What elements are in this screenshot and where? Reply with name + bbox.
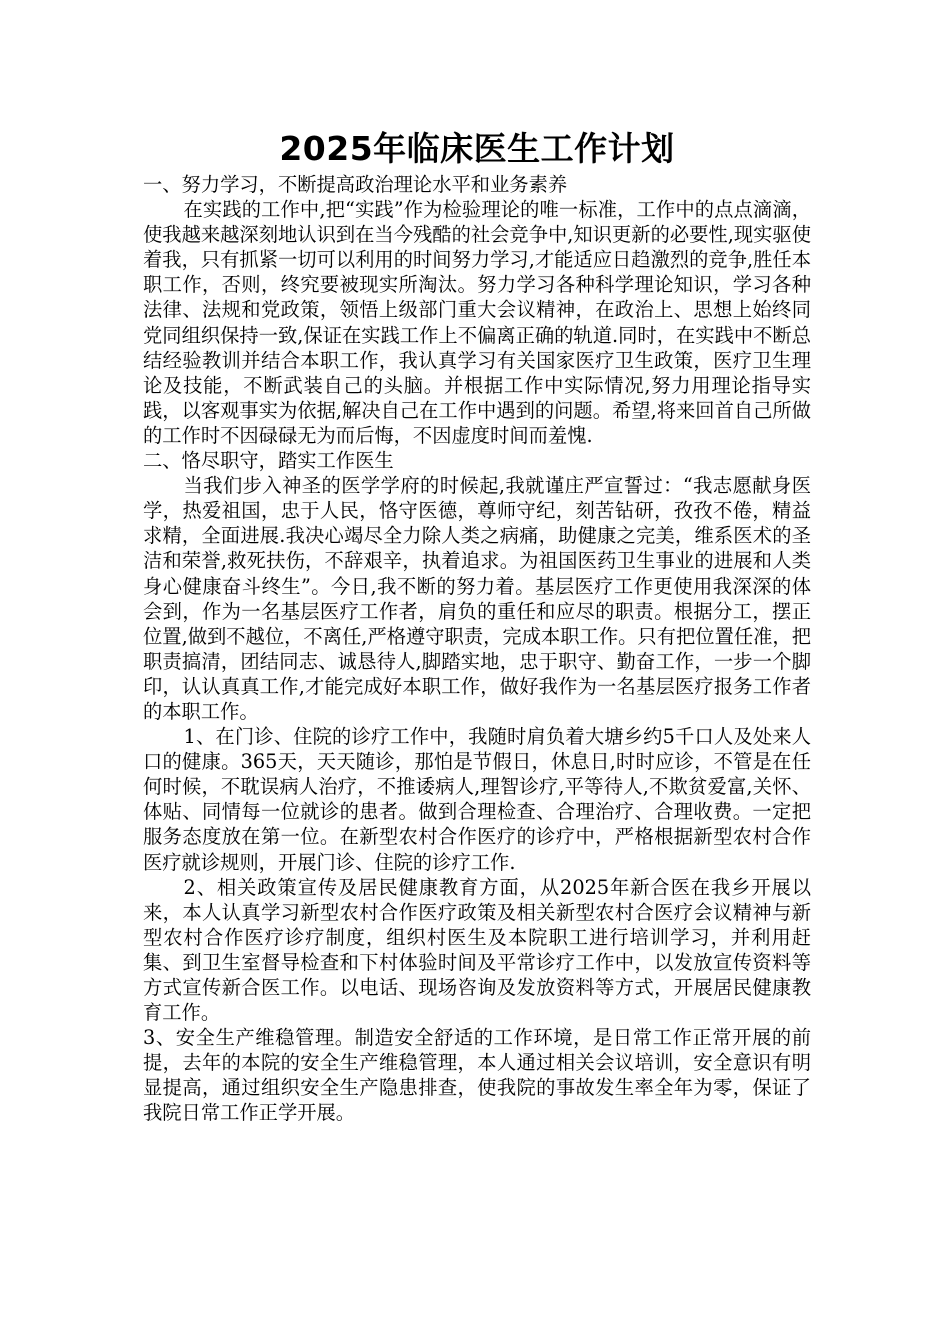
section-2-item-2: 2、相关政策宣传及居民健康教育方面，从2025年新合医在我乡开展以来，本人认真学习新型农村合作医疗政策及相关新型农村合医疗会议精神与新型农村合作医疗诊疗制度，组织村医生及本院职工进行培训学习，并利用赶集、到卫生室督导检查和下村体验时间及平常诊疗工作中，以发放宣传资料等方式宣传新合医工作。以电话、现场咨询及发放资料等方式，开展居民健康教育工作。	[143, 875, 811, 1025]
section-2-paragraph-1: 当我们步入神圣的医学学府的时候起,我就谨庄严宣誓过：“我志愿献身医学，热爱祖国，忠于人民，恪守医德，尊师守纪，刻苦钻研，孜孜不倦，精益求精，全面进展.我决心竭尽全力除人类之病痛，助健康之完美，维系医术的圣洁和荣誉,救死扶伤，不辞艰辛，执着追求。为祖国医药卫生事业的进展和人类身心健康奋斗终生”。今日,我不断的努力着。基层医疗工作更使用我深深的体会到，作为一名基层医疗工作者，肩负的重任和应尽的职责。根据分工，摆正位置,做到不越位，不离任,严格遵守职责，完成本职工作。只有把位置任准，把职责搞清，团结同志、诚恳待人,脚踏实地，忠于职守、勤奋工作，一步一个脚印，认认真真工作,才能完成好本职工作，做好我作为一名基层医疗报务工作者的本职工作。	[143, 474, 811, 723]
section-heading-1: 一、努力学习，不断提高政治理论水平和业务素养	[143, 173, 568, 196]
section-2-item-1: 1、在门诊、住院的诊疗工作中，我随时肩负着大塘乡约5千口人及处来人口的健康。365天，天天随诊，那怕是节假日，休息日,时时应诊，不管是在任何时候，不耽误病人治疗，不推诿病人,理智诊疗,平等待人,不欺贫爱富,关怀、体贴、同情每一位就诊的患者。做到合理检查、合理治疗、合理收费。一定把服务态度放在第一位。在新型农村合作医疗的诊疗中，严格根据新型农村合作医疗就诊规则，开展门诊、住院的诊疗工作.	[143, 725, 811, 874]
document-body	[143, 126, 811, 1126]
section-heading-2: 二、恪尽职守，踏实工作医生	[143, 449, 394, 473]
section-2-item-3: 3、安全生产维稳管理。制造安全舒适的工作环境，是日常工作正常开展的前提，去年的本院的安全生产维稳管理，本人通过相关会议培训，安全意识有明显提高，通过组织安全生产隐患排查，使我院的事故发生率全年为零，保证了我院日常工作正学开展。	[143, 1026, 811, 1125]
document-title: 2025年临床医生工作计划	[279, 129, 675, 168]
section-1-paragraph-1: 在实践的工作中,把“实践”作为检验理论的唯一标准，工作中的点点滴滴，使我越来越深刻地认识到在当今残酷的社会竞争中,知识更新的必要性,现实驱使着我，只有抓紧一切可以利用的时间努力学习,才能适应日趋激烈的竞争,胜任本职工作，否则，终究要被现实所淘汰。努力学习各种科学理论知识，学习各种法律、法规和党政策，领悟上级部门重大会议精神，在政治上、思想上始终同党同组织保持一致,保证在实践工作上不偏离正确的轨道.同时，在实践中不断总结经验教训并结合本职工作，我认真学习有关国家医疗卫生政策，医疗卫生理论及技能，不断武装自己的头脑。并根据工作中实际情况,努力用理论指导实践，以客观事实为依据,解决自己在工作中遇到的问题。希望,将来回首自己所做的工作时不因碌碌无为而后悔，不因虚度时间而羞愧.	[143, 198, 811, 447]
